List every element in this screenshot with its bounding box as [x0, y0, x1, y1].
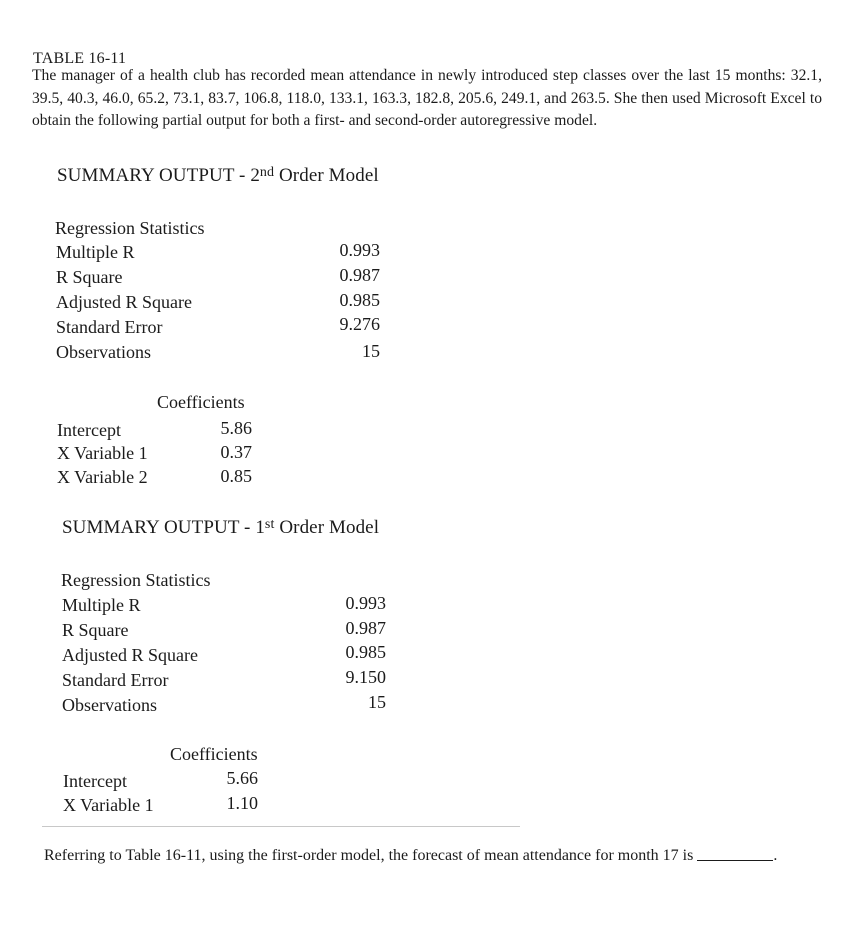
- model-1-coef-label: X Variable 1: [63, 795, 154, 815]
- model-2-stat-value: 15: [362, 341, 380, 361]
- model-1-stat-label: Observations: [62, 695, 157, 715]
- model-2-heading: [57, 165, 379, 187]
- model-2-regression-statistics-title: Regression Statistics: [55, 218, 205, 238]
- model-1-coef-value: 1.10: [226, 793, 258, 813]
- model-2-stat-label: R Square: [56, 267, 123, 287]
- model-1-stat-label: Adjusted R Square: [62, 645, 198, 665]
- model-2-stat-value: 9.276: [339, 314, 380, 334]
- model-2-coef-label: X Variable 2: [57, 467, 148, 487]
- model-2-stat-label: Multiple R: [56, 242, 135, 262]
- model-1-coef-label: Intercept: [63, 771, 127, 791]
- model-2-stat-value: 0.987: [339, 265, 380, 285]
- model-2-coefficients-title: Coefficients: [157, 392, 245, 412]
- model-2-stat-value: 0.993: [339, 240, 380, 260]
- model-2-heading-suffix: Order Model: [274, 165, 379, 186]
- question-text: [44, 845, 822, 867]
- model-1-stat-value: 0.993: [345, 593, 386, 613]
- model-1-stat-label: Standard Error: [62, 670, 169, 690]
- model-2-stat-label: Observations: [56, 342, 151, 362]
- table-title: TABLE 16-11: [33, 50, 127, 67]
- model-2-stat-value: 0.985: [339, 290, 380, 310]
- model-2-coef-value: 0.37: [220, 442, 252, 462]
- model-1-stat-value: 0.985: [345, 642, 386, 662]
- answer-blank[interactable]: [697, 846, 773, 861]
- model-1-coef-value: 5.66: [226, 768, 258, 788]
- model-1-stat-value: 0.987: [345, 618, 386, 638]
- model-2-heading-prefix: SUMMARY OUTPUT - 2: [57, 165, 260, 186]
- question-end: .: [773, 847, 778, 864]
- model-1-stat-value: 15: [368, 692, 386, 712]
- model-1-heading-ordinal: st: [264, 517, 275, 532]
- problem-intro: The manager of a health club has recorded mean attendance in newly introduced step classes over the last 15 months: 32.1, 39.5, 40.3, 46.0, 65.2, 73.1, 83.7, 106.8, 118.0, 133.1, 163.3, 182.8, 205.6, 249.1, and 263.5. She then used Microsoft Excel to obtain the following partial output for both a first- and second-order autoregressive model.: [32, 67, 822, 129]
- model-2-coef-label: Intercept: [57, 420, 121, 440]
- question-body: Referring to Table 16-11, using the first-order model, the forecast of mean attendance for month 17 is: [44, 847, 698, 864]
- model-2-coef-label: X Variable 1: [57, 443, 148, 463]
- model-2-heading-ordinal: nd: [259, 165, 275, 180]
- model-2-stat-label: Adjusted R Square: [56, 292, 192, 312]
- model-1-stat-label: R Square: [62, 620, 129, 640]
- model-2-stat-label: Standard Error: [56, 317, 163, 337]
- model-1-coefficients-title: Coefficients: [170, 744, 258, 764]
- model-1-regression-statistics-title: Regression Statistics: [61, 570, 211, 590]
- model-1-heading-prefix: SUMMARY OUTPUT - 1: [62, 517, 265, 538]
- model-1-heading-suffix: Order Model: [274, 517, 380, 538]
- model-1-stat-value: 9.150: [345, 667, 386, 687]
- model-1-stat-label: Multiple R: [62, 595, 141, 615]
- model-2-coef-value: 5.86: [220, 418, 252, 438]
- model-2-coef-value: 0.85: [220, 466, 252, 486]
- section-divider: [42, 826, 520, 827]
- model-1-heading: [62, 517, 379, 539]
